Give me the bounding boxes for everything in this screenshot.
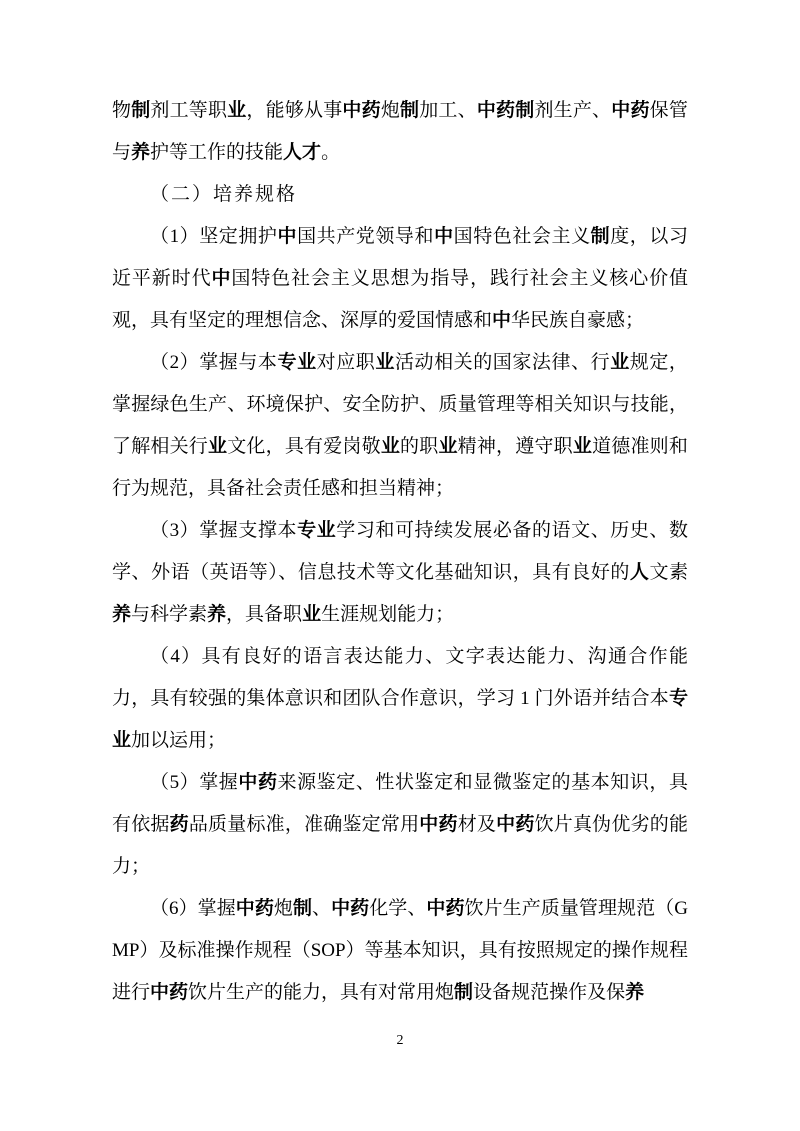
text-run: 中药制 [476, 100, 535, 121]
text-run: （5）掌握 [150, 772, 239, 793]
text-run: 养 [625, 982, 645, 1003]
text-run: （6）掌握 [150, 898, 236, 919]
document-body [112, 90, 688, 1014]
text-run: 中 [277, 226, 298, 247]
text-run: 炮 [380, 100, 401, 121]
text-run: 制 [131, 100, 151, 121]
text-run: 业 [302, 604, 322, 625]
text-run: 化学、 [369, 898, 427, 919]
text-run: 中药 [611, 100, 650, 121]
text-run: 制 [400, 100, 420, 121]
text-run: 药 [169, 814, 189, 835]
text-run: 人 [629, 562, 650, 583]
text-run: 炮 [273, 898, 293, 919]
text-run: 专业 [277, 352, 317, 373]
text-run: 加以运用； [131, 730, 227, 751]
text-run: 中药 [150, 982, 189, 1003]
text-run: 、 [312, 898, 332, 919]
text-run: 中药 [496, 814, 535, 835]
text-run: 加工、 [419, 100, 477, 121]
text-run: 业 [610, 352, 630, 373]
text-run: 业 [208, 436, 228, 457]
text-run: 来源鉴定、性状鉴定和显微鉴定的基本知识，具有依据 [112, 772, 688, 835]
text-run: 华民族自豪感； [511, 310, 645, 331]
text-run: 的职 [400, 436, 439, 457]
text-run: 专业 [297, 520, 337, 541]
text-run: （1）坚定拥护 [150, 226, 278, 247]
text-run: 业 [572, 436, 593, 457]
paragraph [112, 636, 688, 762]
text-run: 业 [227, 100, 247, 121]
paragraph [112, 762, 688, 888]
text-run: 国共产党领导和 [297, 226, 435, 247]
text-run: 养 [207, 604, 227, 625]
text-run: 。 [321, 142, 341, 163]
text-run: 道德准则和行为规范，具备社会责任感和担当精神； [112, 436, 688, 499]
text-run: 中药 [419, 814, 458, 835]
text-run: 文化，具有爱岗敬 [227, 436, 381, 457]
text-run: 国特色社会主义思想为指导，践行社会主义核心价值观，具有坚定的理想信念、深厚的爱国情感和 [112, 268, 688, 331]
text-run: 物 [112, 100, 132, 121]
text-run: 饮片生产的能力，具有对常用炮 [188, 982, 455, 1003]
text-run: 中药 [235, 898, 274, 919]
text-run: 活动相关的国家法律、行 [394, 352, 611, 373]
text-run: 度，以习近平新时代 [112, 226, 688, 289]
text-run: 精神，遵守职 [457, 436, 573, 457]
text-run: 中 [211, 268, 232, 289]
text-run: 文素 [649, 562, 688, 583]
text-run: 中药 [426, 898, 465, 919]
text-run: 中药 [238, 772, 278, 793]
text-run: （4）具有良好的语言表达能力、文字表达能力、沟通合作能力，具有较强的集体意识和团队合作意识，学习 1 门外语并结合本 [112, 646, 688, 709]
text-run: 饮片生产质量管理规范（GMP）及标准操作规程（SOP）等基本知识，具有按照规定的操作规程进行 [112, 898, 688, 1003]
text-run: 规定，掌握绿色生产、环境保护、安全防护、质量管理等相关知识与技能，了解相关行 [112, 352, 688, 457]
text-run: 对应职 [316, 352, 376, 373]
paragraph [112, 342, 688, 510]
text-run: （3）掌握支撑本 [150, 520, 298, 541]
text-run: 设备规范操作及保 [473, 982, 626, 1003]
text-run: 国特色社会主义 [453, 226, 591, 247]
page-number: 2 [396, 1033, 404, 1048]
text-run: 材及 [457, 814, 497, 835]
text-run: 生涯规划能力； [321, 604, 455, 625]
text-run: 制 [590, 226, 611, 247]
text-run: 养 [131, 142, 151, 163]
text-run: 中药 [331, 898, 370, 919]
text-run: 业 [380, 436, 401, 457]
paragraph [112, 216, 688, 342]
paragraph [112, 888, 688, 1014]
text-run: ，能够从事 [246, 100, 343, 121]
text-run: 中 [492, 310, 512, 331]
text-run: （二）培养规格 [150, 184, 298, 205]
text-run: 剂生产、 [534, 100, 612, 121]
text-run: 剂工等职 [150, 100, 228, 121]
text-run: 品质量标准，准确鉴定常用 [188, 814, 420, 835]
text-run: 饮片真伪优劣的能力； [112, 814, 688, 877]
text-run: 专业 [112, 688, 688, 751]
text-run: 业 [375, 352, 395, 373]
text-run: （2）掌握与本 [150, 352, 278, 373]
text-run: 中 [434, 226, 454, 247]
text-run: 中药 [342, 100, 381, 121]
text-run: 制 [292, 898, 313, 919]
section-heading [112, 174, 688, 216]
text-run: ，具备职 [226, 604, 303, 625]
paragraph [112, 510, 688, 636]
text-run: 业 [438, 436, 458, 457]
text-run: 制 [454, 982, 474, 1003]
text-run: 护等工作的技能 [150, 142, 284, 163]
text-run: 学习和可持续发展必备的语文、历史、数学、外语（英语等）、信息技术等文化基础知识，具有良好的 [112, 520, 688, 583]
paragraph [112, 90, 688, 174]
text-run: 人才 [283, 142, 322, 163]
text-run: 保管与 [112, 100, 688, 163]
text-run: 与科学素 [131, 604, 208, 625]
text-run: 养 [112, 604, 132, 625]
